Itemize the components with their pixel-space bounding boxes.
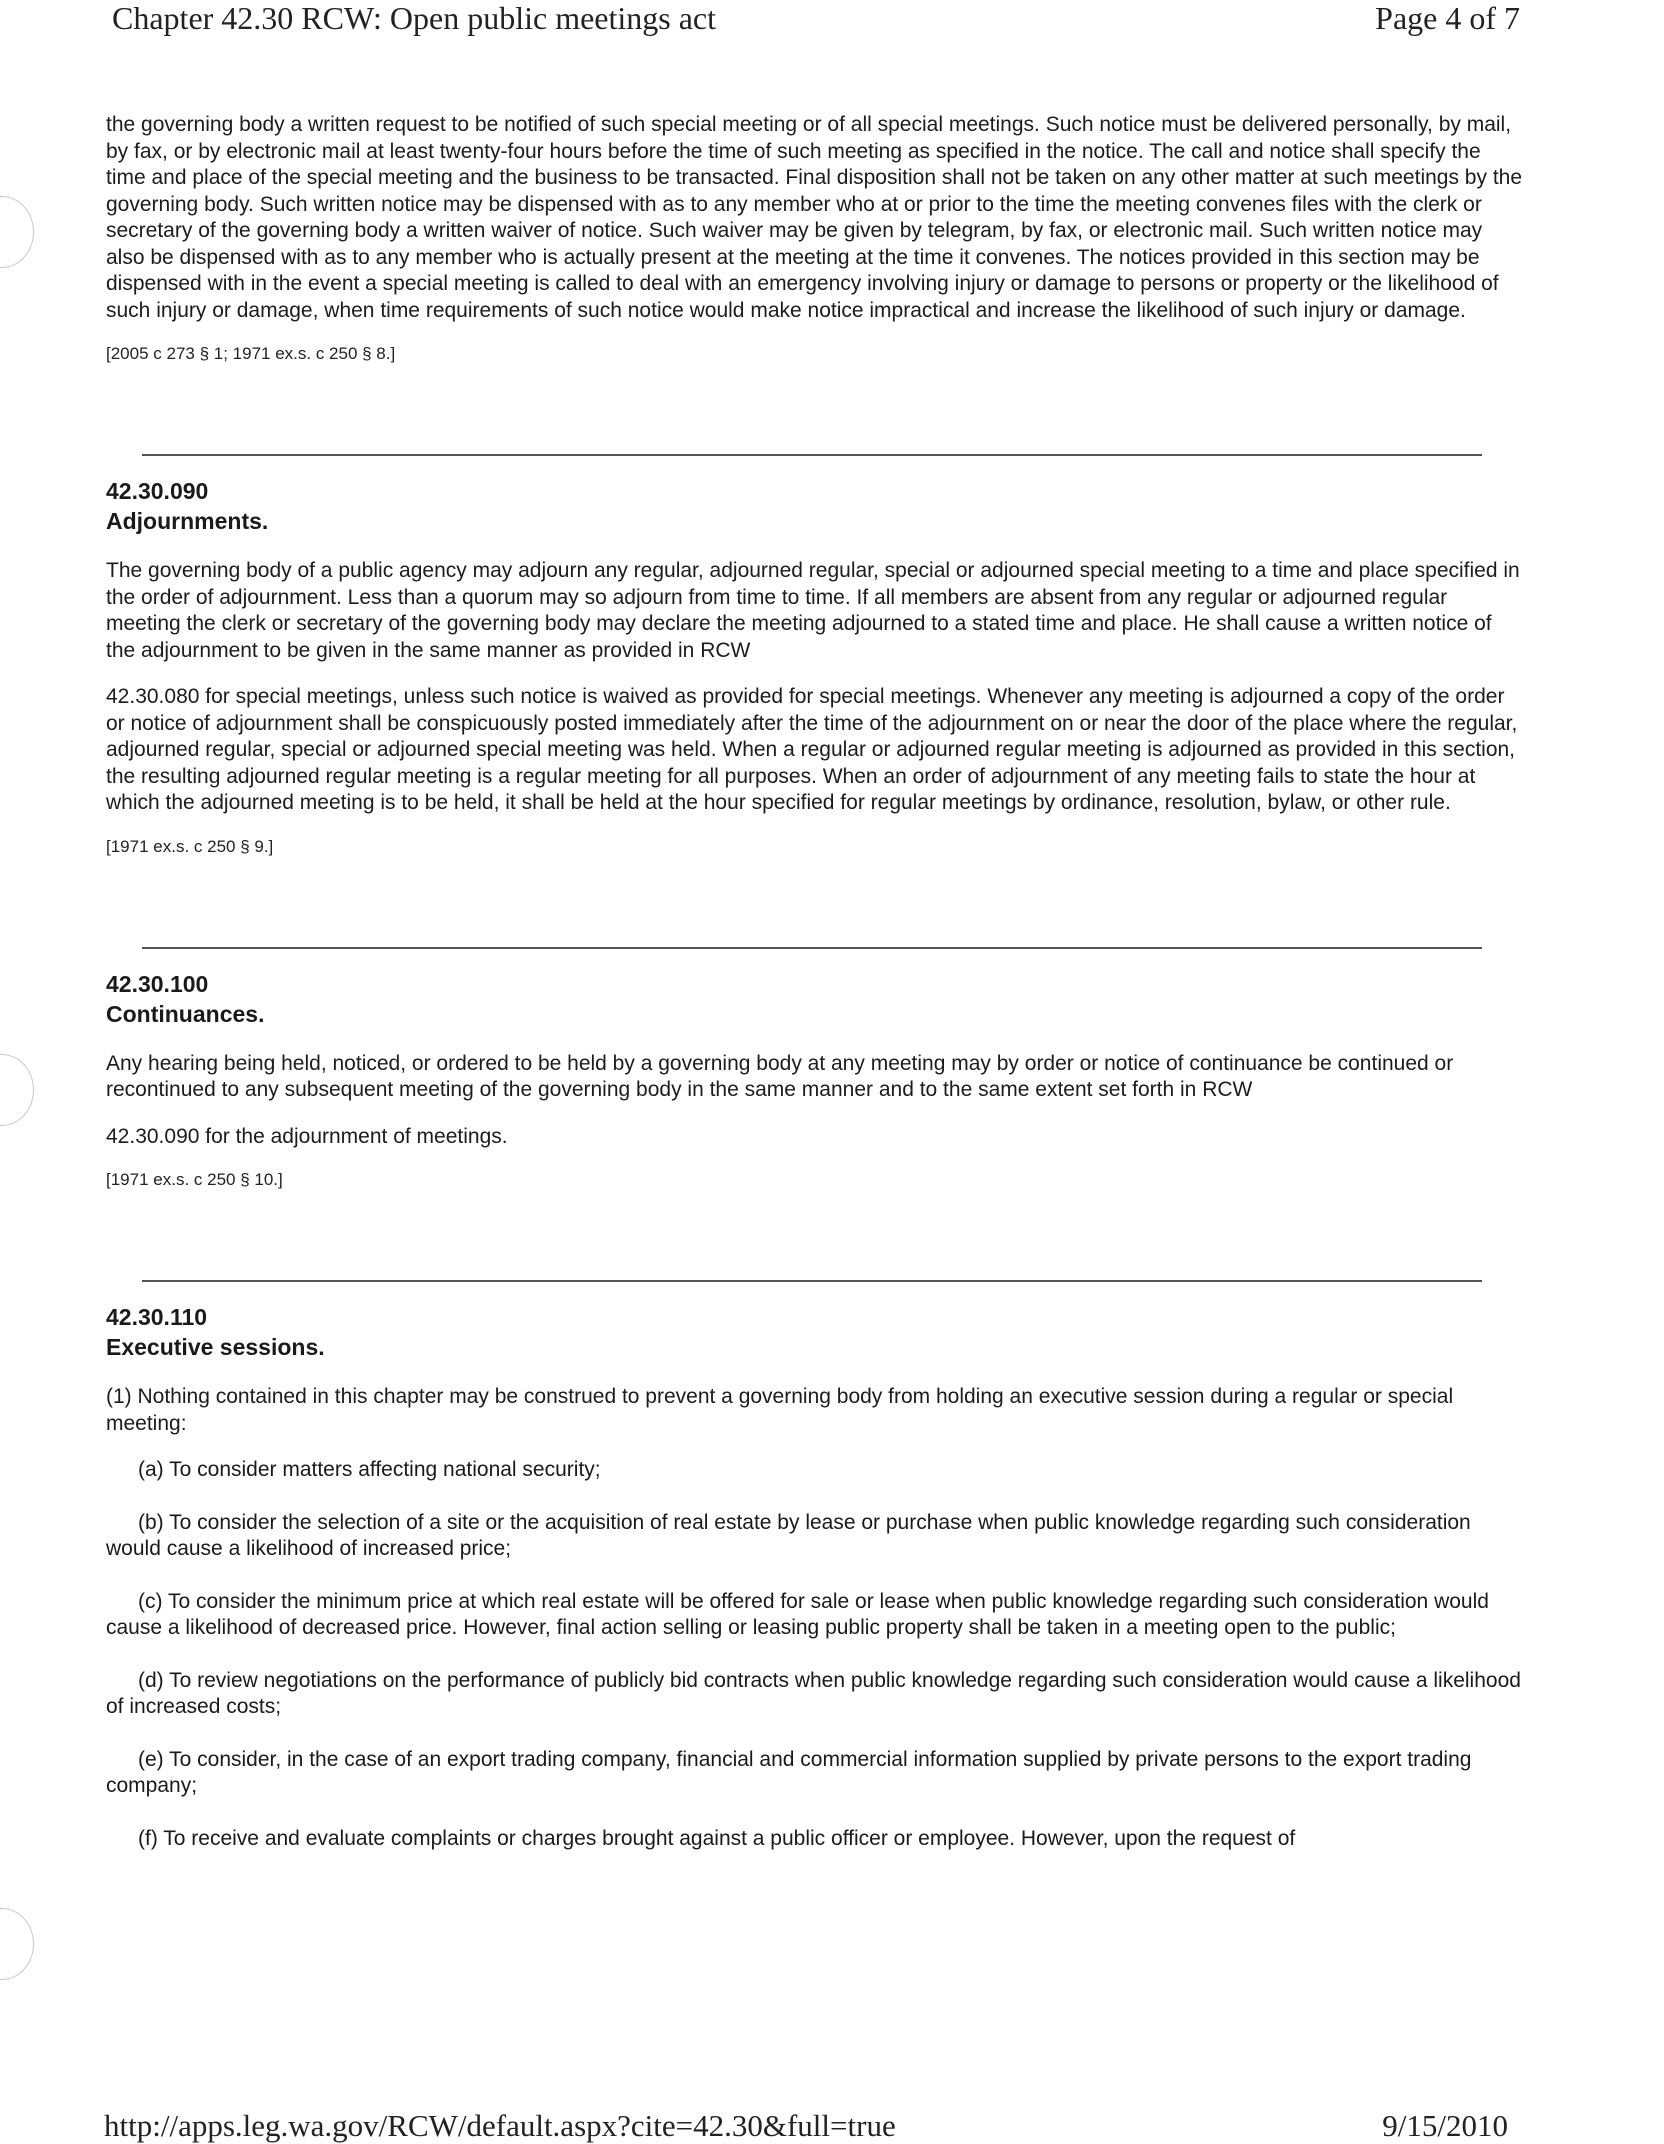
section-continuances: [106, 947, 1526, 1191]
section-executive-sessions: [106, 1280, 1526, 1852]
section-citation: [1971 ex.s. c 250 § 9.]: [106, 836, 274, 856]
list-item: (b) To consider the selection of a site or the acquisition of real estate by lease or purchase when public knowledge regarding such consideration would cause a likelihood of increased price;: [106, 1510, 1471, 1560]
section-paragraph: Any hearing being held, noticed, or ordered to be held by a governing body at any meeting may by order or notice of continuance be continued or recontinued to any subsequent meeting of the governing body in the same manner and to the same extent set forth in RCW: [106, 1051, 1454, 1101]
list-item: (c) To consider the minimum price at which real estate will be offered for sale or lease when public knowledge regarding such consideration would cause a likelihood of decreased price. However, final action selling or leasing public property shall be taken in a meeting open to the public;: [106, 1589, 1489, 1639]
page-number: Page 4 of 7: [1375, 0, 1520, 36]
page-header-title: Chapter 42.30 RCW: Open public meetings act: [112, 0, 717, 36]
section-paragraph: (1) Nothing contained in this chapter may be construed to prevent a governing body from holding an executive session during a regular or special meeting:: [106, 1385, 1454, 1435]
list-item: (d) To review negotiations on the performance of publicly bid contracts when public knowledge regarding such consideration would cause a likelihood of increased costs;: [106, 1668, 1521, 1718]
section-paragraph: 42.30.080 for special meetings, unless such notice is waived as provided for special meetings. Whenever any meeting is adjourned a copy of the order or notice of adjournment shall be conspicuously posted immediately after the time of the adjournment on or near the door of the place where the regular, adjourned regular, special or adjourned special meeting was held. When a regular or adjourned regular meeting is adjourned as provided in this section, the resulting adjourned regular meeting is a regular meeting for all purposes. When an order of adjournment of any meeting fails to state the hour at which the adjourned meeting is to be held, it shall be held at the hour specified for regular meetings by ordinance, resolution, bylaw, or other rule.: [106, 685, 1518, 814]
hole-punch-mark: [0, 196, 34, 268]
footer-date: 9/15/2010: [1382, 2108, 1508, 2143]
list-item: (a) To consider matters affecting national security;: [138, 1458, 601, 1481]
section-paragraph: 42.30.090 for the adjournment of meetings.: [106, 1124, 508, 1148]
list-item: (f) To receive and evaluate complaints or charges brought against a public officer or employee. However, upon the request of: [138, 1826, 1296, 1850]
section-number: 42.30.090: [106, 478, 209, 504]
section-title: Continuances.: [106, 1000, 265, 1027]
hole-punch-mark: [0, 1054, 34, 1126]
footer-url: http://apps.leg.wa.gov/RCW/default.aspx?cite=42.30&full=true: [104, 2108, 896, 2143]
section-title: Adjournments.: [106, 508, 269, 534]
hole-punch-mark: [0, 1908, 34, 1980]
section-number: 42.30.100: [106, 970, 209, 997]
section-adjournments: [106, 454, 1526, 857]
list-item: (e) To consider, in the case of an export trading company, financial and commercial information supplied by private persons to the export trading company;: [106, 1747, 1472, 1797]
section-divider: [142, 1280, 1482, 1282]
section-title: Executive sessions.: [106, 1334, 325, 1360]
section-number: 42.30.110: [106, 1304, 208, 1330]
section-divider: [142, 454, 1482, 456]
intro-citation: [2005 c 273 § 1; 1971 ex.s. c 250 § 8.]: [106, 344, 396, 363]
section-divider: [142, 947, 1482, 949]
section-citation: [1971 ex.s. c 250 § 10.]: [106, 1170, 283, 1189]
section-paragraph: The governing body of a public agency may adjourn any regular, adjourned regular, special or adjourned special meeting to a time and place specified in the order of adjournment. Less than a quorum may so adjourn from time to time. If all members are absent from any regular or adjourned regular meeting the clerk or secretary of the governing body may declare the meeting adjourned to a stated time and place. He shall cause a written notice of the adjournment to be given in the same manner as provided in RCW: [106, 559, 1520, 662]
intro-paragraph: the governing body a written request to be notified of such special meeting or of all special meetings. Such notice must be delivered personally, by mail, by fax, or by electronic mail at least twenty-four hours before the time of such meeting as specified in the notice. The call and notice shall specify the time and place of the special meeting and the business to be transacted. Final disposition shall not be taken on any other matter at such meetings by the governing body. Such written notice may be dispensed with as to any member who at or prior to the time the meeting convenes files with the clerk or secretary of the governing body a written waiver of notice. Such waiver may be given by telegram, by fax, or electronic mail. Such written notice may also be dispensed with as to any member who is actually present at the meeting at the time it convenes. The notices provided in this section may be dispensed with in the event a special meeting is called to deal with an emergency involving injury or damage to persons or property or the likelihood of such injury or damage, when time requirements of such notice would make notice impractical and increase the likelihood of such injury or damage.: [106, 113, 1523, 322]
document-body: [106, 112, 1526, 1878]
